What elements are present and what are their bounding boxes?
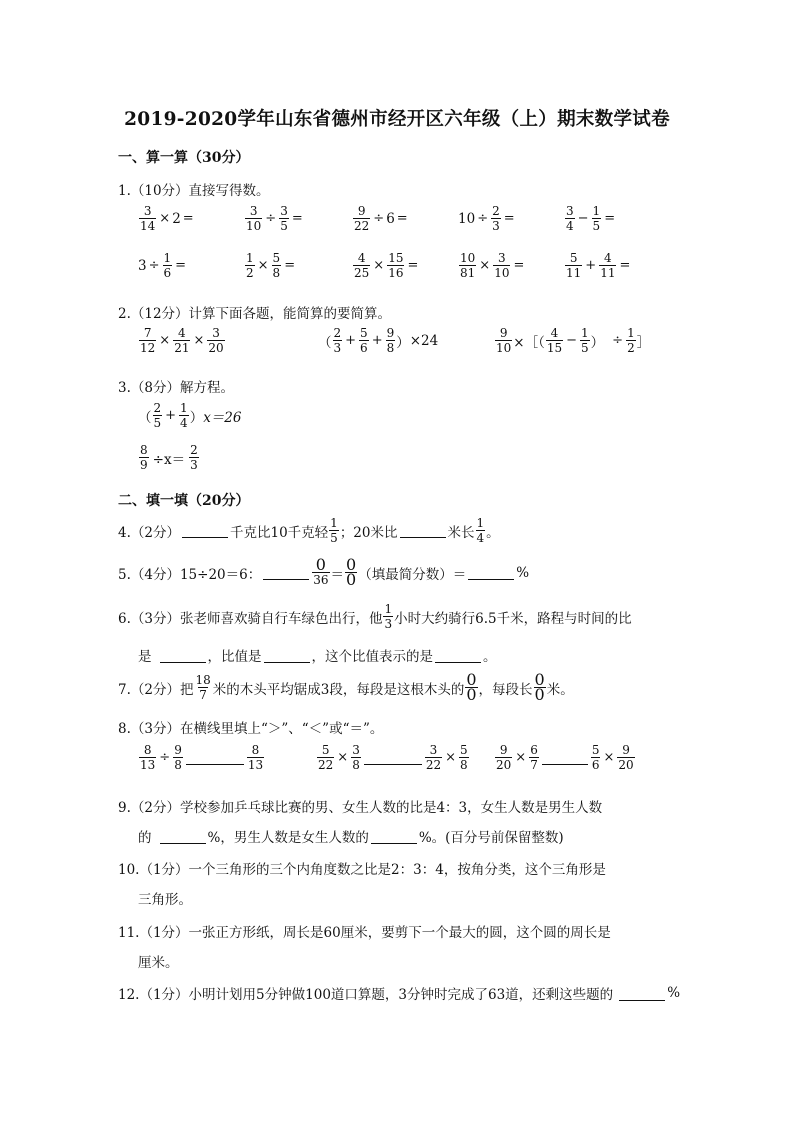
section-2-heading: 二、填一填（20分） (118, 493, 250, 509)
q2-expression-3: $\frac{9}{10}$ ×［（ $\frac{4}{15}$ − $\frac{1}{5}$ ） ÷ $\frac{1}{2}$ ］ (496, 326, 651, 355)
fraction: $\frac{4}{25}$ (354, 251, 370, 280)
answer-blank[interactable] (263, 565, 309, 580)
q8-compare-2: $\frac{5}{22}$ × $\frac{3}{8}$ $\frac{3}{22}$ × $\frac{5}{8}$ (318, 743, 468, 772)
q10-line-2: 三角形。 (138, 892, 192, 908)
q1-row-2 (0, 251, 794, 291)
q1-expression: $\frac{9}{22}$ ÷ 6 = (354, 204, 408, 233)
q1-label: 1.（10分）直接写得数。 (118, 183, 270, 199)
fraction: $\frac{0}{36}$ (313, 555, 329, 587)
q1-expression: 3 ÷ $\frac{1}{6}$ = (138, 251, 187, 280)
q11-line-1: 11.（1分）一张正方形纸，周长是60厘米，要剪下一个最大的圆，这个圆的周长是 (118, 925, 611, 941)
number: 6 (386, 210, 395, 227)
fraction: $\frac{0}{0}$ (466, 670, 477, 704)
q1-expression: $\frac{3}{14}$ × 2 = (140, 204, 194, 233)
q1-expression: $\frac{5}{11}$ + $\frac{4}{11}$ = (566, 251, 631, 280)
fraction: $\frac{9}{20}$ (618, 743, 634, 772)
fraction: $\frac{0}{0}$ (534, 670, 545, 704)
number: 3 (138, 257, 147, 274)
answer-blank[interactable] (435, 648, 481, 663)
number: 2 (172, 210, 181, 227)
answer-blank[interactable] (619, 986, 665, 1001)
q9-line-2: 的 %，男生人数是女生人数的 %。(百分号前保留整数) (138, 830, 564, 846)
fraction: $\frac{9}{8}$ (174, 743, 182, 772)
fraction: $\frac{5}{6}$ (360, 326, 368, 355)
fraction: $\frac{1}{4}$ (180, 401, 188, 430)
fraction: $\frac{15}{16}$ (388, 251, 404, 280)
q1-expression: $\frac{3}{10}$ ÷ $\frac{3}{5}$ = (246, 204, 303, 233)
fraction: $\frac{3}{10}$ (246, 204, 262, 233)
answer-blank[interactable] (182, 523, 228, 538)
q1-expression: $\frac{10}{81}$ × $\frac{3}{10}$ = (460, 251, 525, 280)
q8-label: 8.（3分）在横线里填上“＞”、“＜”或“＝”。 (118, 721, 384, 737)
fraction: $\frac{7}{12}$ (140, 326, 156, 355)
q4-line: 4.（2分） 千克比10千克轻 $\frac{1}{5}$ ；20米比 米长 $\frac{1}{4}$ 。 (118, 516, 500, 545)
fraction: $\frac{0}{0}$ (346, 555, 357, 589)
fraction: $\frac{8}{13}$ (140, 743, 156, 772)
answer-blank[interactable] (160, 829, 206, 844)
q11-line-2: 厘米。 (138, 955, 179, 971)
answer-blank[interactable] (542, 750, 588, 765)
fraction: $\frac{1}{6}$ (163, 251, 172, 280)
fraction: $\frac{18}{7}$ (195, 673, 211, 702)
fraction: $\frac{3}{5}$ (280, 204, 288, 233)
fraction: $\frac{5}{11}$ (566, 251, 582, 280)
q6-line-2: 是 ，比值是 ，这个比值表示的是 。 (138, 649, 497, 665)
q7-line: 7.（2分）把 $\frac{18}{7}$ 米的木头平均锯成3段，每段是这根木头的 $\frac{0}{0}$ ，每段长 $\frac{0}{0}$ 米。 (118, 670, 574, 704)
q12-line: 12.（1分）小明计划用5分钟做100道口算题，3分钟时完成了63道，还剩这些题的 % (118, 985, 681, 1003)
fraction: $\frac{9}{8}$ (386, 326, 395, 355)
fraction: $\frac{5}{8}$ (272, 251, 281, 280)
fraction: $\frac{3}{10}$ (494, 251, 510, 280)
fraction: $\frac{2}{3}$ (333, 326, 342, 355)
q1-expression: 10 ÷ $\frac{2}{3}$ = (458, 204, 515, 233)
fraction: $\frac{10}{81}$ (460, 251, 476, 280)
fraction: $\frac{1}{4}$ (476, 516, 485, 545)
q1-row-1 (0, 204, 794, 244)
fraction: $\frac{3}{14}$ (140, 204, 156, 233)
q8-compare-1: $\frac{8}{13}$ ÷ $\frac{9}{8}$ $\frac{8}{13}$ (140, 743, 264, 772)
fraction: $\frac{4}{15}$ (546, 326, 563, 355)
q3-equation-2: $\frac{8}{9}$ ÷x＝ $\frac{2}{3}$ (140, 443, 198, 472)
q5-line: 5.（4分）15÷20＝6： $\frac{0}{36}$ ＝ $\frac{0}{0}$ （填最简分数）＝ % (118, 555, 530, 589)
number: 10 (458, 210, 476, 227)
fraction: $\frac{3}{20}$ (208, 326, 224, 355)
fraction: $\frac{1}{2}$ (627, 326, 635, 355)
fraction: $\frac{1}{2}$ (246, 251, 254, 280)
fraction: $\frac{5}{6}$ (591, 743, 600, 772)
q3-label: 3.（8分）解方程。 (118, 380, 234, 396)
section-1-heading: 一、算一算（30分） (118, 150, 250, 166)
answer-blank[interactable] (364, 750, 422, 765)
q2-label: 2.（12分）计算下面各题，能简算的要简算。 (118, 306, 392, 322)
q1-expression: $\frac{3}{4}$ − $\frac{1}{5}$ = (566, 204, 616, 233)
fraction: $\frac{1}{5}$ (581, 326, 589, 355)
fraction: $\frac{3}{22}$ (425, 743, 442, 772)
fraction: $\frac{3}{8}$ (352, 743, 360, 772)
fraction: $\frac{2}{3}$ (190, 443, 198, 472)
fraction: $\frac{2}{5}$ (153, 401, 162, 430)
fraction: $\frac{1}{3}$ (384, 602, 393, 631)
answer-blank[interactable] (371, 829, 417, 844)
answer-blank[interactable] (186, 750, 244, 765)
q10-line-1: 10.（1分）一个三角形的三个内角度数之比是2：3：4，按角分类，这个三角形是 (118, 862, 606, 878)
fraction: $\frac{9}{10}$ (496, 326, 512, 355)
answer-blank[interactable] (160, 648, 206, 663)
fraction: $\frac{9}{20}$ (496, 743, 512, 772)
q2-expression-1: $\frac{7}{12}$ × $\frac{4}{21}$ × $\frac{3}{20}$ (140, 326, 224, 355)
fraction: $\frac{4}{21}$ (174, 326, 190, 355)
fraction: $\frac{5}{22}$ (318, 743, 334, 772)
q6-line-1: 6.（3分）张老师喜欢骑自行车绿色出行，他 $\frac{1}{3}$ 小时大约骑行6.5千米，路程与时间的比 (118, 602, 632, 631)
fraction: $\frac{8}{9}$ (140, 443, 148, 472)
page-title: 2019-2020学年山东省德州市经开区六年级（上）期末数学试卷 (124, 109, 670, 130)
fraction: $\frac{9}{22}$ (354, 204, 370, 233)
q3-equation-1: （ $\frac{2}{5}$ + $\frac{1}{4}$ ） x＝26 (138, 401, 242, 430)
fraction: $\frac{5}{8}$ (460, 743, 468, 772)
fraction: $\frac{8}{13}$ (247, 743, 264, 772)
answer-blank[interactable] (400, 523, 446, 538)
answer-blank[interactable] (264, 648, 310, 663)
fraction: $\frac{6}{7}$ (530, 743, 538, 772)
q2-expression-2: （ $\frac{2}{3}$ + $\frac{5}{6}$ + $\frac{9}{8}$ ） ×24 (318, 326, 439, 355)
fraction: $\frac{4}{11}$ (600, 251, 616, 280)
fraction: $\frac{1}{5}$ (330, 516, 338, 545)
q8-compare-3: $\frac{9}{20}$ × $\frac{6}{7}$ $\frac{5}{6}$ × $\frac{9}{20}$ (496, 743, 634, 772)
fraction: $\frac{1}{5}$ (592, 204, 601, 233)
q9-line-1: 9.（2分）学校参加乒乓球比赛的男、女生人数的比是4：3，女生人数是男生人数 (118, 800, 603, 816)
fraction: $\frac{3}{4}$ (566, 204, 574, 233)
q1-expression: $\frac{1}{2}$ × $\frac{5}{8}$ = (246, 251, 296, 280)
q1-expression: $\frac{4}{25}$ × $\frac{15}{16}$ = (354, 251, 419, 280)
fraction: $\frac{2}{3}$ (492, 204, 500, 233)
answer-blank[interactable] (468, 565, 514, 580)
